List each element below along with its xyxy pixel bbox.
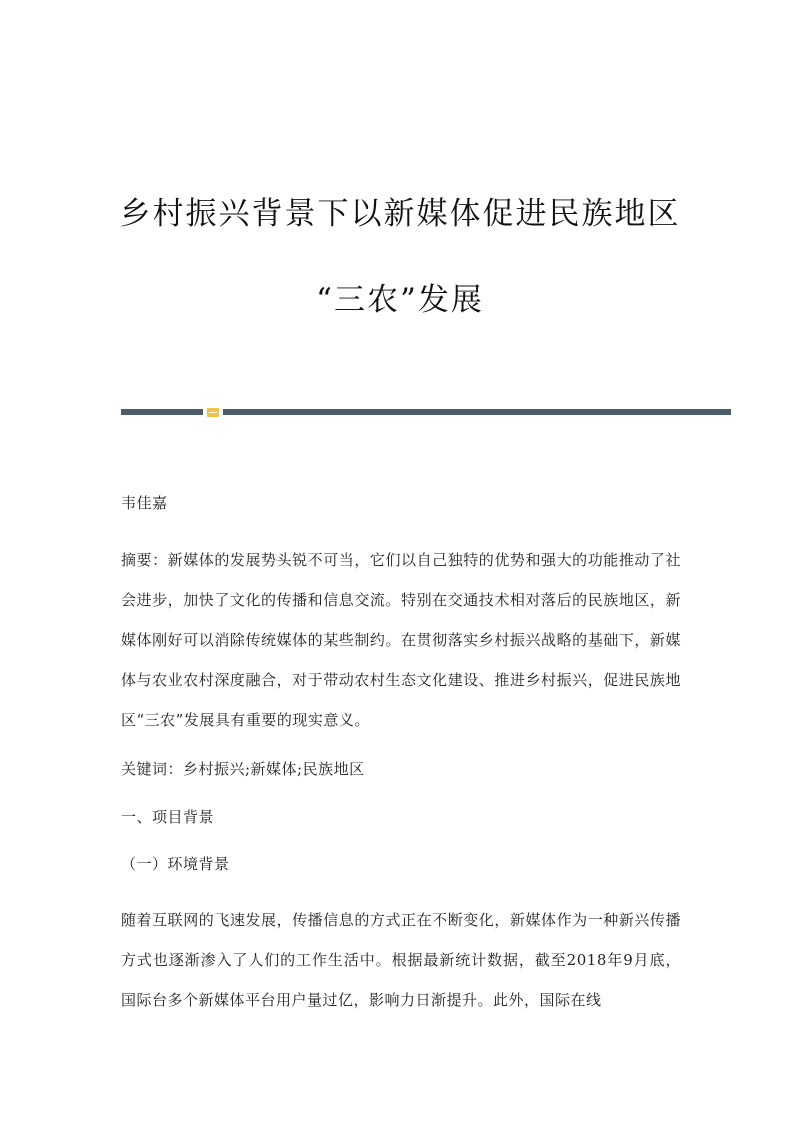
title-line-2: “三农”发展 xyxy=(316,282,484,318)
abstract-paragraph: 摘要：新媒体的发展势头锐不可当，它们以自己独特的优势和强大的功能推动了社会进步，加快了文化的传播和信息交流。特别在交通技术相对落后的民族地区，新媒体刚好可以消除传统媒体的某些制约。在贯彻落实乡村振兴战略的基础下，新媒体与农业农村深度融合，对于带动农村生态文化建设、推进乡村振兴，促进民族地区“三农”发展具有重要的现实意义。 xyxy=(121,551,681,729)
keywords-line: 关键词：乡村振兴;新媒体;民族地区 xyxy=(121,760,365,778)
divider-bar-left xyxy=(121,409,203,415)
subsection-heading: （一）环境背景 xyxy=(121,855,230,873)
divider-badge-icon xyxy=(207,408,219,417)
divider-bar-right xyxy=(223,409,731,415)
author-name: 韦佳嘉 xyxy=(121,494,168,512)
title-divider xyxy=(121,408,731,417)
section-heading: 一、项目背景 xyxy=(121,808,215,826)
body-paragraph: 随着互联网的飞速发展，传播信息的方式正在不断变化，新媒体作为一种新兴传播方式也逐渐渗入了人们的工作生活中。根据最新统计数据，截至2018年9月底，国际台多个新媒体平台用户量过亿，影响力日渐提升。此外，国际在线 xyxy=(121,911,681,1009)
title-line-1: 乡村振兴背景下以新媒体促进民族地区 xyxy=(119,196,681,232)
